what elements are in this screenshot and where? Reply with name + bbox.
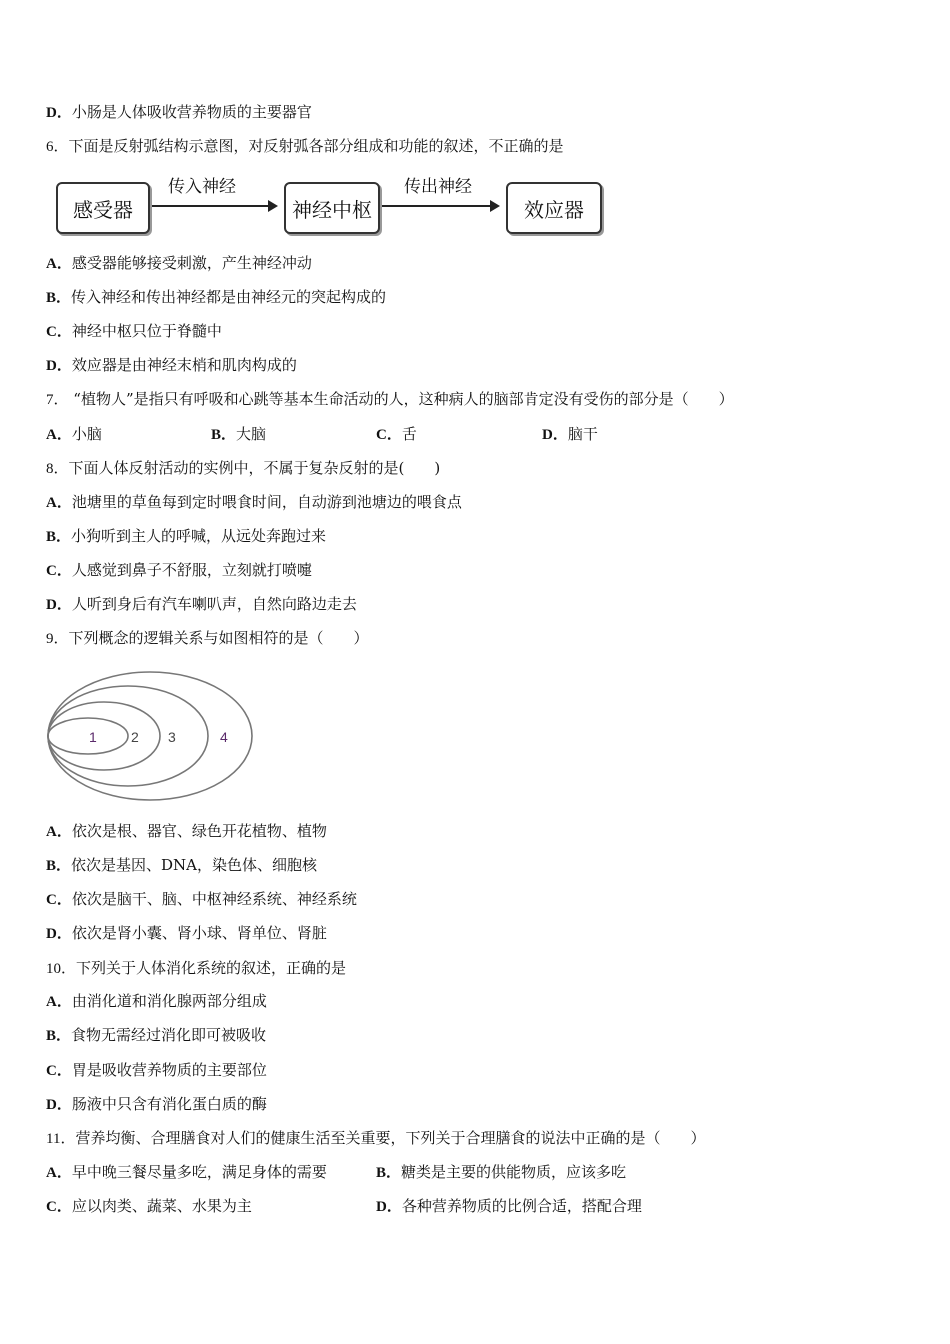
question-text: 下列概念的逻辑关系与如图相符的是（ ） xyxy=(68,629,369,647)
question-text: 下面人体反射活动的实例中，不属于复杂反射的是( ) xyxy=(68,459,441,477)
option-letter: B． xyxy=(211,427,237,443)
option-letter: C． xyxy=(46,324,72,340)
option-text: 早中晚三餐尽量多吃，满足身体的需要 xyxy=(71,1163,327,1181)
q7-option-b xyxy=(211,424,266,445)
option-letter: D． xyxy=(46,1097,72,1113)
reflex-arc-diagram xyxy=(54,176,614,238)
option-text: 糖类是主要的供能物质，应该多吃 xyxy=(401,1163,627,1181)
q10-option-b xyxy=(46,1025,266,1046)
q11-option-b xyxy=(376,1162,626,1183)
option-text: 脑干 xyxy=(567,425,598,443)
option-letter: A． xyxy=(46,824,72,840)
q8-option-b xyxy=(46,526,326,547)
option-text: 池塘里的草鱼每到定时喂食时间，自动游到池塘边的喂食点 xyxy=(71,493,462,511)
label-3: 3 xyxy=(168,729,176,745)
q9-option-b xyxy=(46,855,317,876)
option-letter: D． xyxy=(46,597,72,613)
efferent-arrow xyxy=(382,205,498,207)
nested-ellipses-figure xyxy=(44,668,258,804)
q7-option-a xyxy=(46,424,102,445)
option-text: 感受器能够接受刺激，产生神经冲动 xyxy=(71,254,312,272)
afferent-nerve-label: 传入神经 xyxy=(168,177,236,197)
option-text: 依次是根、器官、绿色开花植物、植物 xyxy=(71,822,327,840)
question-text: 下面是反射弧结构示意图，对反射弧各部分组成和功能的叙述，不正确的是 xyxy=(68,137,564,155)
option-text: 胃是吸收营养物质的主要部位 xyxy=(71,1061,267,1079)
q8-option-d xyxy=(46,594,357,615)
option-letter: C． xyxy=(46,1199,72,1215)
q11-option-d xyxy=(376,1196,642,1217)
question-number: 10． xyxy=(46,961,77,977)
option-text: 小肠是人体吸收营养物质的主要器官 xyxy=(71,103,312,121)
question-text: 营养均衡、合理膳食对人们的健康生活至关重要，下列关于合理膳食的说法中正确的是（ ） xyxy=(75,1129,706,1147)
efferent-nerve-label: 传出神经 xyxy=(404,177,472,197)
option-text: 依次是肾小囊、肾小球、肾单位、肾脏 xyxy=(71,924,327,942)
option-text: 由消化道和消化腺两部分组成 xyxy=(71,992,267,1010)
option-text: 传入神经和传出神经都是由神经元的突起构成的 xyxy=(71,288,387,306)
option-letter: A． xyxy=(46,495,72,511)
q11-stem xyxy=(46,1128,705,1149)
question-number: 6． xyxy=(46,139,69,155)
option-letter: D． xyxy=(46,926,72,942)
q9-option-d xyxy=(46,923,327,944)
label-2: 2 xyxy=(131,729,139,745)
option-letter: C． xyxy=(46,563,72,579)
option-text: 肠液中只含有消化蛋白质的酶 xyxy=(71,1095,267,1113)
q6-option-c xyxy=(46,321,222,342)
afferent-arrow xyxy=(152,205,276,207)
option-letter: C． xyxy=(376,427,402,443)
option-letter: B． xyxy=(376,1165,402,1181)
option-letter: B． xyxy=(46,290,72,306)
option-letter: C． xyxy=(46,1063,72,1079)
q8-option-c xyxy=(46,560,312,581)
receptor-box: 感受器 xyxy=(56,182,150,234)
option-text: 神经中枢只位于脊髓中 xyxy=(71,322,222,340)
option-text: 依次是基因、DNA，染色体、细胞核 xyxy=(71,856,318,874)
q11-option-a xyxy=(46,1162,327,1183)
question-text: “植物人”是指只有呼吸和心跳等基本生命活动的人，这种病人的脑部肯定没有受伤的部分是（ ） xyxy=(68,390,734,408)
q9-stem xyxy=(46,628,369,649)
q6-option-a xyxy=(46,253,312,274)
question-text: 下列关于人体消化系统的叙述，正确的是 xyxy=(76,959,347,977)
ellipse-1 xyxy=(48,718,128,754)
option-letter: D． xyxy=(46,105,72,121)
q9-option-c xyxy=(46,889,357,910)
option-text: 效应器是由神经末梢和肌肉构成的 xyxy=(71,356,297,374)
option-text: 舌 xyxy=(401,425,417,443)
option-letter: B． xyxy=(46,1028,72,1044)
option-letter: C． xyxy=(46,892,72,908)
q6-stem xyxy=(46,136,564,157)
q6-option-d xyxy=(46,355,297,376)
option-text: 依次是脑干、脑、中枢神经系统、神经系统 xyxy=(71,890,357,908)
option-text: 小狗听到主人的呼喊，从远处奔跑过来 xyxy=(71,527,327,545)
q6-option-b xyxy=(46,287,386,308)
question-number: 11． xyxy=(46,1131,76,1147)
q10-option-a xyxy=(46,991,267,1012)
q7-stem xyxy=(46,389,734,410)
q8-stem xyxy=(46,458,440,479)
q5-option-d xyxy=(46,102,312,123)
q10-option-c xyxy=(46,1060,267,1081)
option-text: 大脑 xyxy=(236,425,267,443)
question-number: 8． xyxy=(46,461,69,477)
option-text: 人感觉到鼻子不舒服，立刻就打喷嚏 xyxy=(71,561,312,579)
option-letter: B． xyxy=(46,529,72,545)
nerve-center-box: 神经中枢 xyxy=(284,182,380,234)
option-text: 各种营养物质的比例合适，搭配合理 xyxy=(401,1197,642,1215)
option-text: 食物无需经过消化即可被吸收 xyxy=(71,1026,267,1044)
q8-option-a xyxy=(46,492,462,513)
option-letter: D． xyxy=(542,427,568,443)
label-1: 1 xyxy=(89,729,97,745)
q11-option-c xyxy=(46,1196,252,1217)
q7-option-c xyxy=(376,424,417,445)
option-text: 人听到身后有汽车喇叭声，自然向路边走去 xyxy=(71,595,357,613)
question-number: 7． xyxy=(46,392,69,408)
question-number: 9． xyxy=(46,631,69,647)
option-letter: A． xyxy=(46,1165,72,1181)
option-text: 小脑 xyxy=(71,425,102,443)
option-letter: A． xyxy=(46,256,72,272)
option-letter: D． xyxy=(46,358,72,374)
option-letter: A． xyxy=(46,427,72,443)
option-letter: B． xyxy=(46,858,72,874)
effector-box: 效应器 xyxy=(506,182,602,234)
q7-option-d xyxy=(542,424,598,445)
option-text: 应以肉类、蔬菜、水果为主 xyxy=(71,1197,252,1215)
option-letter: A． xyxy=(46,994,72,1010)
q10-stem xyxy=(46,958,346,979)
option-letter: D． xyxy=(376,1199,402,1215)
label-4: 4 xyxy=(220,729,228,745)
q10-option-d xyxy=(46,1094,267,1115)
q9-option-a xyxy=(46,821,327,842)
ellipse-2 xyxy=(48,702,160,770)
